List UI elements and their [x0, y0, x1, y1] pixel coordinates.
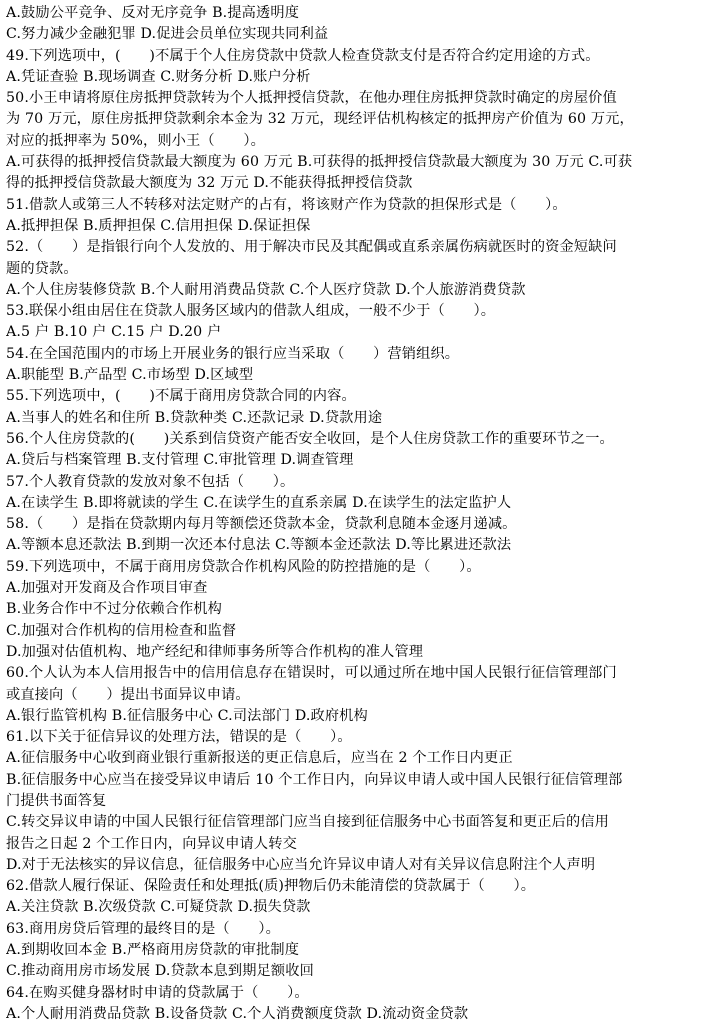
question-56: 56.个人住房贷款的( )关系到信贷资产能否安全收回，是个人住房贷款工作的重要环节之一。	[6, 430, 614, 447]
question-63: 63.商用房贷后管理的最终目的是（ ）。	[6, 920, 280, 937]
question-49: 49.下列选项中，( )不属于个人住房贷款中贷款人检查贷款支付是否符合约定用途的方式。	[6, 47, 600, 64]
question-60-cont: 或直接向（ ）提出书面异议申请。	[6, 686, 250, 703]
question-50-cont: 对应的抵押率为 50%，则小王（ ）。	[6, 132, 265, 149]
options-51: A.抵押担保 B.质押担保 C.信用担保 D.保证担保	[6, 217, 311, 234]
question-64: 64.在购买健身器材时申请的贷款属于（ ）。	[6, 984, 309, 1001]
options-56: A.贷后与档案管理 B.支付管理 C.审批管理 D.调查管理	[6, 452, 354, 469]
option-61-d: D.对于无法核实的异议信息，征信服务中心应当允许异议申请人对有关异议信息附注个人声明	[6, 856, 596, 873]
question-52: 52.（ ）是指银行向个人发放的、用于解决市民及其配偶或直系亲属伤病就医时的资金短缺问	[6, 239, 617, 256]
option-61-c-cont: 报告之日起 2 个工作日内，向异议申请人转交	[6, 835, 297, 852]
question-58: 58.（ ）是指在贷款期内每月等额偿还贷款本金，贷款利息随本金逐月递减。	[6, 516, 517, 533]
options-50-cont: 得的抵押授信贷款最大额度为 32 万元 D.不能获得抵押授信贷款	[6, 175, 413, 192]
option-61-a: A.征信服务中心收到商业银行重新报送的更正信息后，应当在 2 个工作日内更正	[6, 750, 513, 767]
options-50: A.可获得的抵押授信贷款最大额度为 60 万元 B.可获得的抵押授信贷款最大额度为 30 万元 C.可获	[6, 154, 633, 171]
options-57: A.在读学生 B.即将就读的学生 C.在读学生的直系亲属 D.在读学生的法定监护人	[6, 494, 512, 511]
option-61-b-cont: 门提供书面答复	[6, 792, 107, 809]
option-61-b: B.征信服务中心应当在接受异议申请后 10 个工作日内，向异议申请人或中国人民银行征信管理部	[6, 771, 623, 788]
option-59-d: D.加强对估值机构、地产经纪和律师事务所等合作机构的准人管理	[6, 643, 424, 660]
options-58: A.等额本息还款法 B.到期一次还本付息法 C.等额本金还款法 D.等比累进还款法	[6, 537, 512, 554]
question-61: 61.以下关于征信异议的处理方法，错误的是（ ）。	[6, 729, 352, 746]
option-line: C.努力减少金融犯罪 D.促进会员单位实现共同利益	[6, 26, 329, 43]
question-52-cont: 题的贷款。	[6, 260, 78, 277]
option-59-b: B.业务合作中不过分依赖合作机构	[6, 601, 222, 618]
question-62: 62.借款人履行保证、保险责任和处理抵(质)押物后仍未能清偿的贷款属于（ ）。	[6, 878, 536, 895]
option-59-a: A.加强对开发商及合作项目审查	[6, 580, 208, 597]
question-59: 59.下列选项中，不属于商用房贷款合作机构风险的防控措施的是（ ）。	[6, 558, 481, 575]
question-50: 50.小王申请将原住房抵押贷款转为个人抵押授信贷款，在他办理住房抵押贷款时确定的房屋价值	[6, 90, 617, 107]
options-60: A.银行监管机构 B.征信服务中心 C.司法部门 D.政府机构	[6, 707, 368, 724]
question-55: 55.下列选项中，( )不属于商用房贷款合同的内容。	[6, 388, 356, 405]
options-63-ab: A.到期收回本金 B.严格商用房贷款的审批制度	[6, 942, 300, 959]
question-50-cont: 为 70 万元，原住房抵押贷款剩余本金为 32 万元，现经评估机构核定的抵押房产价值为 60 万元，	[6, 111, 634, 128]
option-59-c: C.加强对合作机构的信用检查和监督	[6, 622, 237, 639]
question-51: 51.借款人或第三人不转移对法定财产的占有，将该财产作为贷款的担保形式是（ ）。	[6, 196, 567, 213]
options-49: A.凭证查验 B.现场调查 C.财务分析 D.账户分析	[6, 68, 311, 85]
question-53: 53.联保小组由居住在贷款人服务区域内的借款人组成，一般不少于（ ）。	[6, 303, 496, 320]
options-53: A.5 户 B.10 户 C.15 户 D.20 户	[6, 324, 222, 341]
options-55: A.当事人的姓名和住所 B.贷款种类 C.还款记录 D.贷款用途	[6, 409, 383, 426]
question-60: 60.个人认为本人信用报告中的信用信息存在错误时，可以通过所在地中国人民银行征信管理部门	[6, 665, 617, 682]
options-54: A.职能型 B.产品型 C.市场型 D.区域型	[6, 367, 254, 384]
option-line: A.鼓励公平竞争、反对无序竞争 B.提高透明度	[6, 5, 300, 21]
options-64: A.个人耐用消费品贷款 B.设备贷款 C.个人消费额度贷款 D.流动资金贷款	[6, 1005, 469, 1022]
question-54: 54.在全国范围内的市场上开展业务的银行应当采取（ ）营销组织。	[6, 345, 460, 362]
options-62: A.关注贷款 B.次级贷款 C.可疑贷款 D.损失贷款	[6, 899, 311, 916]
options-52: A.个人住房装修贷款 B.个人耐用消费品贷款 C.个人医疗贷款 D.个人旅游消费贷款	[6, 281, 526, 298]
option-61-c: C.转交异议申请的中国人民银行征信管理部门应当自接到征信服务中心书面答复和更正后的信用	[6, 814, 609, 831]
question-57: 57.个人教育贷款的发放对象不包括（ ）。	[6, 473, 295, 490]
options-63-cd: C.推动商用房市场发展 D.贷款本息到期足额收回	[6, 963, 314, 980]
